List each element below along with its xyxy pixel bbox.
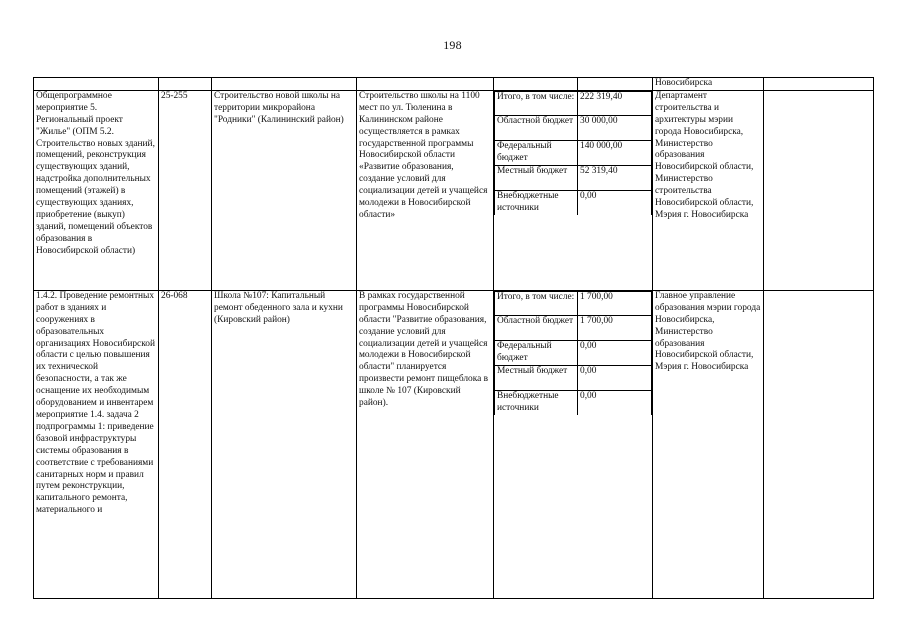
financing-cell (494, 290, 653, 598)
code-cell: 25-255 (159, 90, 212, 290)
program-table (33, 77, 874, 599)
code-cell: 26-068 (159, 290, 212, 598)
event-cell: Общепрограммное мероприятие 5. Региональный проект "Жилье" (ОПМ 5.2. Строительство новых зданий, помещений, реконструкция существующих зданий, надстройка дополнительных помещений (этажей) в существующих зданиях, приобретение (выкуп) зданий, помещений объектов образования в Новосибирской области) (34, 90, 159, 290)
cont-cell-extra (764, 78, 874, 91)
extra-cell (764, 290, 874, 598)
fin-label: Итого, в том числе: (495, 291, 578, 315)
fin-value: 140 000,00 (578, 140, 652, 165)
event-cell: 1.4.2. Проведение ремонтных работ в зданиях и сооружениях в образовательных организациях Новосибирской области с целью повышения их технической безопасности, а так же оснащение их необходимым оборудованием и инвентарем мероприятие 1.4. задача 2 подпрограммы 1: приведение базовой инфраструктуры системы образования в соответствие с требованиями санитарных норм и правил путем реконструкции, капитального ремонта, материального и (34, 290, 159, 598)
cont-cell-description (357, 78, 494, 91)
fin-label: Федеральный бюджет (495, 340, 578, 365)
fin-label: Федеральный бюджет (495, 140, 578, 165)
description-cell: В рамках государственной программы Новосибирской области "Развитие образования, создание условий для социализации детей и учащейся молодежи в Новосибирской области" планируется произвести ремонт пищеблока в школе № 107 (Кировский район). (357, 290, 494, 598)
object-cell: Школа №107: Капитальный ремонт обеденного зала и кухни (Кировский район) (212, 290, 357, 598)
fin-label: Областной бюджет (495, 315, 578, 340)
table-row (34, 290, 874, 598)
fin-value: 0,00 (578, 365, 652, 390)
fin-value: 1 700,00 (578, 291, 652, 315)
cont-cell-event (34, 78, 159, 91)
fin-value: 0,00 (578, 190, 652, 214)
fin-value: 0,00 (578, 340, 652, 365)
fin-label: Внебюджетные источники (495, 190, 578, 214)
financing-table (494, 91, 652, 215)
fin-label: Внебюджетные источники (495, 390, 578, 415)
description-cell: Строительство школы на 1100 мест по ул. Тюленина в Калининском районе осуществляется в рамках государственной программы Новосибирской области «Развитие образования, создание условий для социализации детей и учащейся молодежи в Новосибирской области» (357, 90, 494, 290)
extra-cell (764, 90, 874, 290)
fin-label: Местный бюджет (495, 165, 578, 190)
fin-value: 1 700,00 (578, 315, 652, 340)
cont-cell-fin-label (494, 78, 578, 91)
fin-value: 0,00 (578, 390, 652, 415)
table-row (34, 90, 874, 290)
financing-cell (494, 90, 653, 290)
financing-table (494, 291, 652, 416)
continuation-row (34, 78, 874, 91)
cont-cell-code (159, 78, 212, 91)
fin-label: Итого, в том числе: (495, 91, 578, 115)
fin-value: 222 319,40 (578, 91, 652, 115)
responsible-cell: Департамент строительства и архитектуры мэрии города Новосибирска, Министерство образования Новосибирской области, Министерство строительства Новосибирской области, Мэрия г. Новосибирска (653, 90, 764, 290)
object-cell: Строительство новой школы на территории микрорайона "Родники" (Калининский район) (212, 90, 357, 290)
cont-cell-fin-value (578, 78, 653, 91)
fin-value: 52 319,40 (578, 165, 652, 190)
fin-value: 30 000,00 (578, 115, 652, 140)
cont-cell-responsible: Новосибирска (653, 78, 764, 91)
fin-label: Областной бюджет (495, 115, 578, 140)
page-number: 198 (443, 38, 462, 52)
responsible-cell: Главное управление образования мэрии города Новосибирска, Министерство образования Новосибирской области, Мэрия г. Новосибирска (653, 290, 764, 598)
fin-label: Местный бюджет (495, 365, 578, 390)
cont-cell-object (212, 78, 357, 91)
